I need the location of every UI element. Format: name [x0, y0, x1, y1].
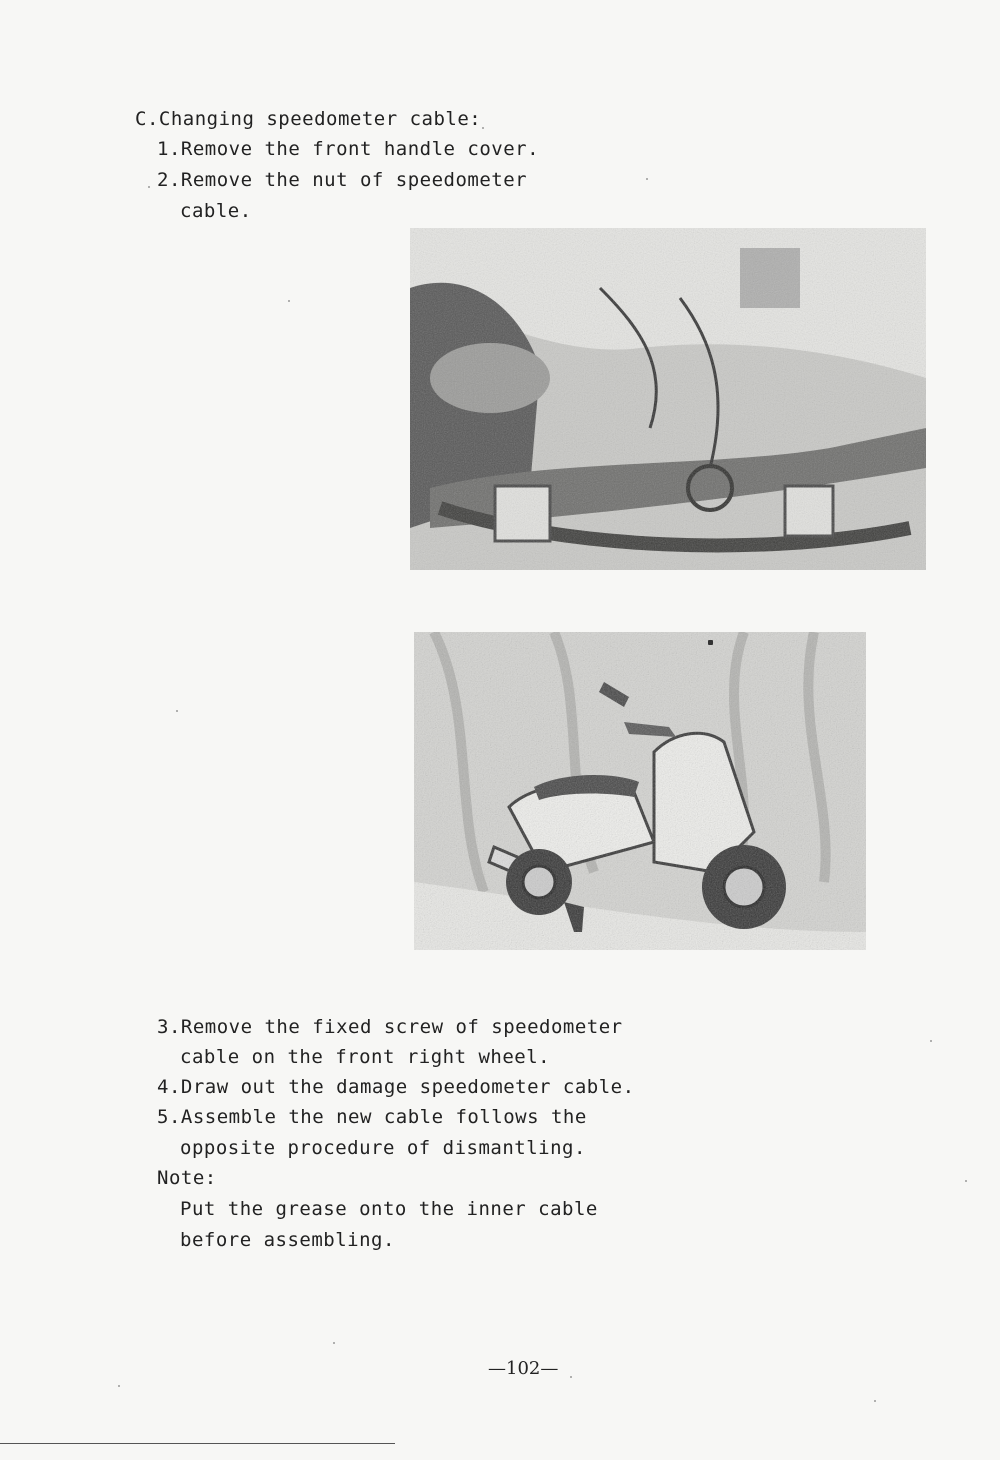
scan-speck [482, 127, 484, 129]
scan-speck [118, 1385, 120, 1387]
scan-speck [148, 186, 150, 188]
scan-speck [874, 1400, 876, 1402]
scan-speck [288, 300, 290, 302]
scan-speck [176, 710, 178, 712]
note-label: Note: [157, 1167, 217, 1189]
step-4: 4.Draw out the damage speedometer cable. [157, 1076, 635, 1098]
scan-speck [333, 1342, 335, 1344]
scan-speck [646, 178, 648, 180]
scan-speck [708, 640, 713, 645]
photo-scooter-side-view [414, 632, 866, 950]
step-5-continued: opposite procedure of dismantling. [180, 1137, 586, 1159]
note-line-1: Put the grease onto the inner cable [180, 1198, 598, 1220]
photo-handlebar-wiring [410, 228, 926, 570]
step-2: 2.Remove the nut of speedometer [157, 169, 528, 191]
page-number: —102— [488, 1358, 559, 1379]
step-1: 1.Remove the front handle cover. [157, 138, 540, 160]
scan-speck [965, 1180, 967, 1182]
section-heading: C.Changing speedometer cable: [135, 108, 482, 130]
note-line-2: before assembling. [180, 1229, 395, 1251]
bottom-rule [0, 1443, 395, 1444]
step-3: 3.Remove the fixed screw of speedometer [157, 1016, 623, 1038]
step-3-continued: cable on the front right wheel. [180, 1046, 551, 1068]
scan-speck [930, 1040, 932, 1042]
step-5: 5.Assemble the new cable follows the [157, 1106, 587, 1128]
scan-speck [570, 1376, 572, 1378]
step-2-continued: cable. [180, 200, 252, 222]
